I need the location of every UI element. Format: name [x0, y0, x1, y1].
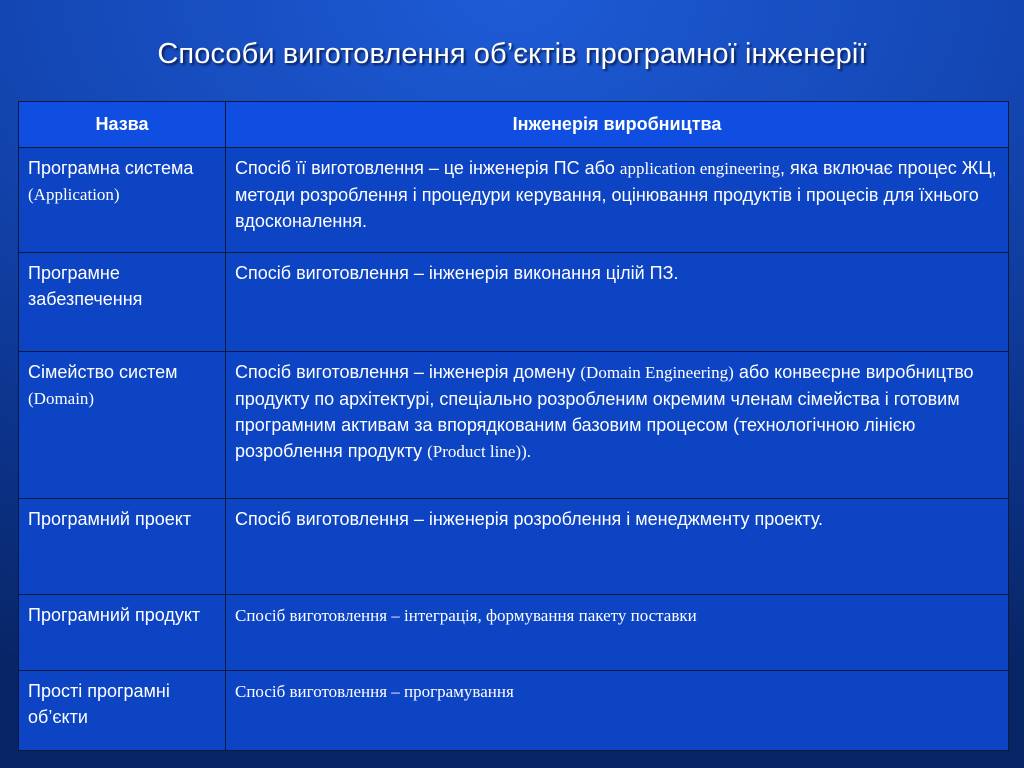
row-description-cell: [226, 499, 1009, 595]
cell-text-latin: (Domain): [28, 389, 95, 408]
row-description-cell: [226, 595, 1009, 671]
row-description-cell: [226, 148, 1009, 253]
cell-text: Спосіб виготовлення – інженерія розроблення і менеджменту проекту.: [235, 509, 824, 529]
cell-text-latin: Спосіб виготовлення – програмування: [235, 682, 514, 701]
cell-text-latin: Спосіб виготовлення – інтеграція, формування пакету поставки: [235, 606, 697, 625]
cell-text-latin: (Product line)).: [427, 442, 531, 461]
cell-text: Програмна система: [28, 158, 194, 178]
cell-text-latin: (Application): [28, 185, 120, 204]
table-row: [19, 148, 1009, 253]
table-row: [19, 671, 1009, 751]
slide-title: Способи виготовлення об’єктів програмної інженерії: [157, 38, 867, 70]
row-description-cell: [226, 671, 1009, 751]
cell-text: Сімейство систем: [28, 362, 178, 382]
row-name-cell: [19, 595, 226, 671]
cell-text: , яка включає процес ЖЦ, методи розроблення і процедури керування, оцінювання продуктів і процесів для їхнього вдосконалення.: [235, 158, 997, 231]
cell-text: Програмний продукт: [28, 605, 201, 625]
cell-text: Прості програмні об’єкти: [28, 681, 170, 727]
table-row: [19, 253, 1009, 352]
header-name: Назва: [19, 102, 226, 148]
cell-text: Спосіб виготовлення – інженерія домену: [235, 362, 581, 382]
cell-text: Програмний проект: [28, 509, 192, 529]
cell-text: Спосіб її виготовлення – це інженерія ПС або: [235, 158, 620, 178]
cell-text-latin: application engineering: [619, 159, 780, 178]
row-description-cell: [226, 352, 1009, 499]
row-name-cell: [19, 352, 226, 499]
cell-text-latin: (Domain Engineering): [580, 363, 734, 382]
table-row: [19, 499, 1009, 595]
row-description-cell: [226, 253, 1009, 352]
table-header-row: [19, 102, 1009, 148]
row-name-cell: [19, 253, 226, 352]
cell-text: Спосіб виготовлення – інженерія виконання цілій ПЗ.: [235, 263, 679, 283]
row-name-cell: [19, 148, 226, 253]
row-name-cell: [19, 671, 226, 751]
table-row: [19, 595, 1009, 671]
table-row: [19, 352, 1009, 499]
header-engineering: Інженерія виробництва: [226, 102, 1009, 148]
row-name-cell: [19, 499, 226, 595]
methods-table: [18, 101, 1009, 751]
cell-text: або конвеєрне виробництво продукту по архітектурі, спеціально розробленим окремим членам сімейства і готовим програмним активам за впорядкованим базовим процесом (технологічною лінією розроблення продукту: [235, 362, 974, 461]
cell-text: Програмне забезпечення: [28, 263, 143, 309]
